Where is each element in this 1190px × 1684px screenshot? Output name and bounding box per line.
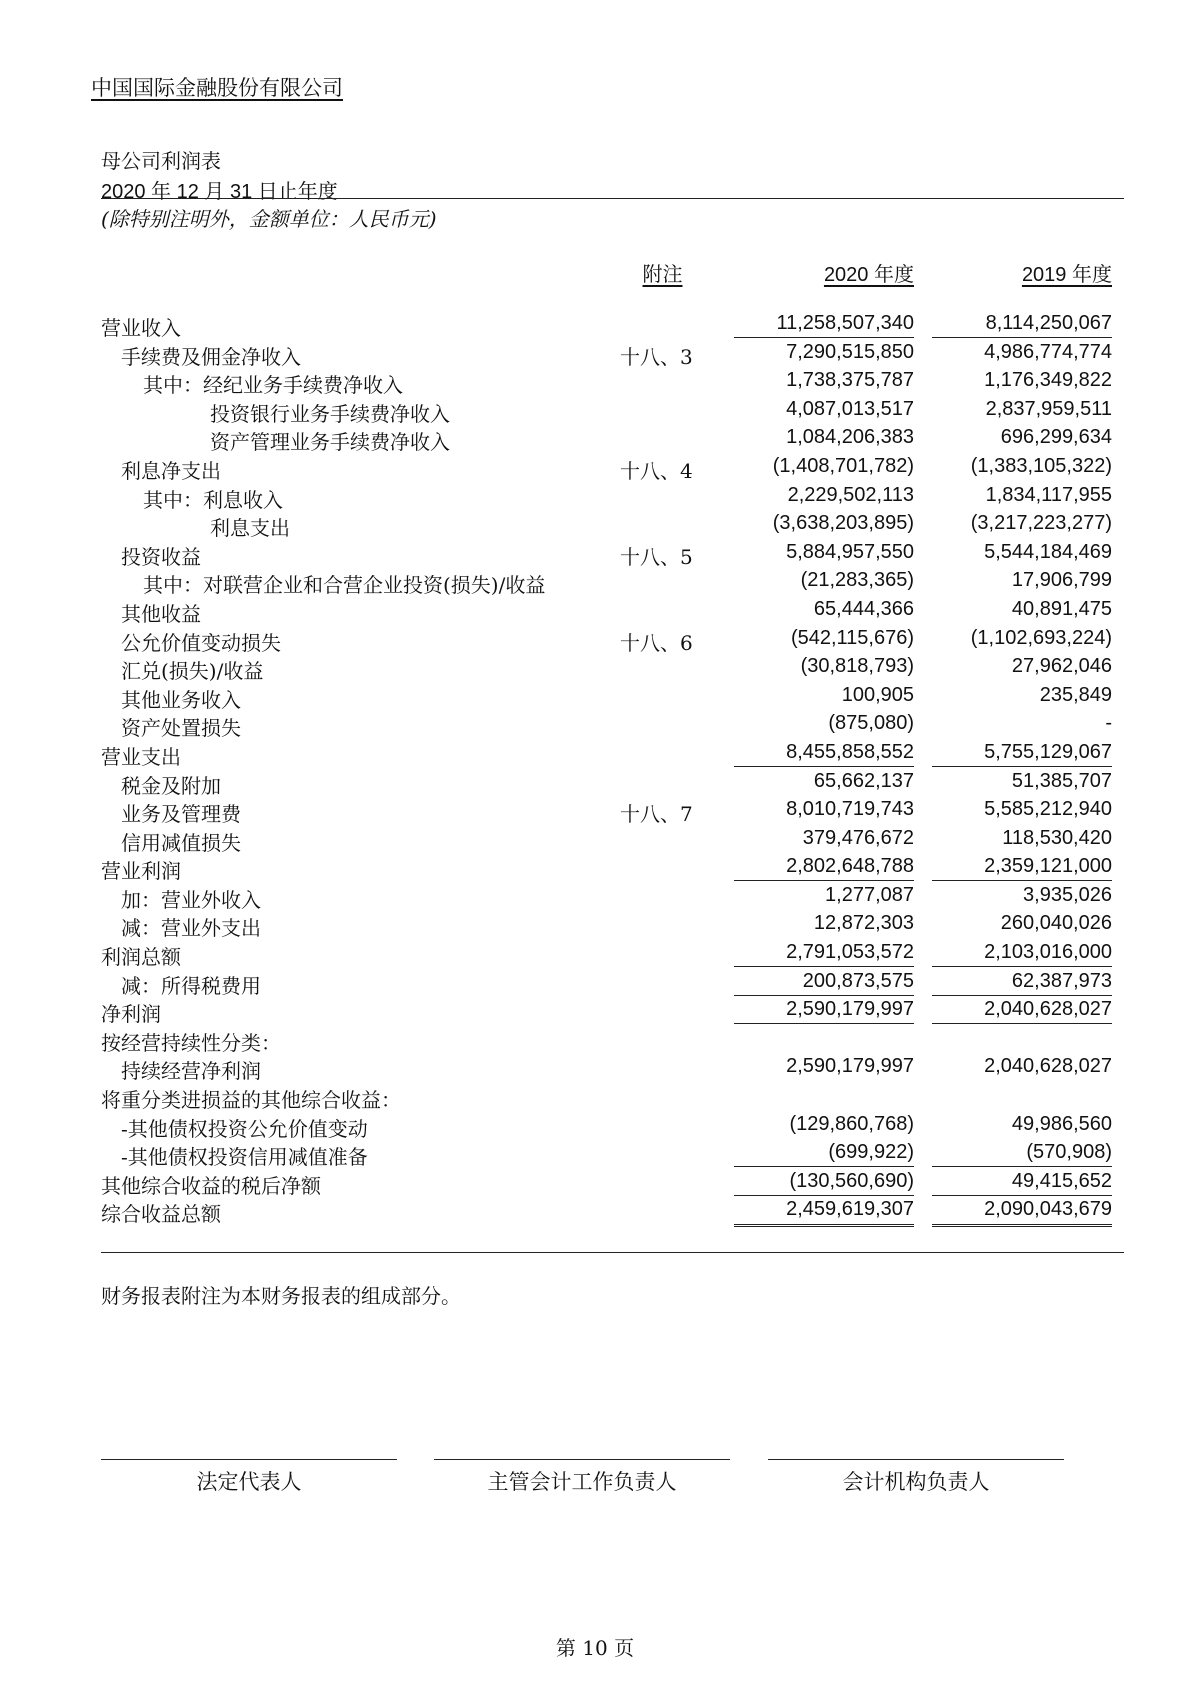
table-row	[0, 396, 1190, 425]
row-label: 减：所得税费用	[121, 973, 261, 998]
row-label: 税金及附加	[121, 773, 221, 798]
value-2019: 2,103,016,000	[932, 941, 1112, 967]
value-2019: 118,530,420	[1002, 826, 1112, 849]
row-label: -其他债权投资公允价值变动	[121, 1116, 368, 1141]
value-2019: 2,090,043,679	[932, 1198, 1112, 1227]
value-2019: 51,385,707	[1011, 769, 1112, 792]
signature-chief-accountant: 主管会计工作负责人	[434, 1459, 730, 1496]
table-row	[0, 424, 1190, 453]
row-label: 资产管理业务手续费净收入	[210, 430, 450, 455]
table-row	[0, 1082, 1190, 1111]
column-header-2019: 2019 年度	[1021, 264, 1112, 286]
row-label: 汇兑(损失)/收益	[121, 659, 264, 684]
value-2019: 1,176,349,822	[984, 369, 1112, 392]
row-label: 加：营业外收入	[121, 887, 261, 912]
table-bottom-divider	[101, 1252, 1124, 1253]
table-row	[0, 1025, 1190, 1054]
value-2019: 696,299,634	[1000, 426, 1112, 449]
row-label: 信用减值损失	[121, 830, 241, 855]
row-label: 净利润	[101, 1002, 161, 1027]
row-note: 十八、4	[620, 458, 693, 483]
row-label: 减：营业外支出	[121, 916, 261, 941]
value-2020: 8,455,858,552	[734, 741, 914, 767]
value-2020: 100,905	[841, 683, 914, 706]
value-2019: 2,040,628,027	[932, 998, 1112, 1024]
row-label: 营业收入	[101, 316, 181, 340]
row-label: 其他收益	[121, 601, 201, 626]
value-2020: 65,662,137	[813, 769, 914, 792]
row-label: 利息支出	[210, 516, 290, 541]
row-label: 其他业务收入	[121, 687, 241, 712]
row-label: 公允价值变动损失	[121, 630, 281, 655]
value-2020: 2,802,648,788	[734, 855, 914, 881]
table-row	[0, 367, 1190, 396]
value-2019: 2,040,628,027	[984, 1055, 1112, 1078]
value-2019: -	[1105, 712, 1112, 735]
value-2019: (1,383,105,322)	[970, 454, 1112, 477]
value-2020: (130,560,690)	[734, 1170, 914, 1196]
signature-legal-representative: 法定代表人	[101, 1459, 397, 1496]
value-2019: 5,585,212,940	[984, 798, 1112, 821]
row-label: 利润总额	[101, 945, 181, 970]
value-2020: 1,738,375,787	[786, 369, 914, 392]
row-label: 业务及管理费	[121, 802, 241, 827]
table-row	[0, 710, 1190, 739]
column-header-2020: 2020 年度	[823, 264, 914, 286]
table-row	[0, 1168, 1190, 1197]
table-row	[0, 1196, 1190, 1225]
value-2020: 1,277,087	[825, 883, 914, 906]
table-row	[0, 910, 1190, 939]
column-header-note: 附注	[642, 264, 683, 286]
row-label: 营业支出	[101, 744, 181, 769]
row-label: 持续经营净利润	[121, 1059, 261, 1084]
row-note: 十八、7	[620, 802, 693, 827]
row-label: 按经营持续性分类：	[101, 1030, 281, 1055]
header-divider	[101, 198, 1124, 199]
table-row	[0, 596, 1190, 625]
table-row	[0, 567, 1190, 596]
value-2020: (1,408,701,782)	[772, 454, 914, 477]
value-2020: 200,873,575	[734, 970, 914, 996]
row-note: 十八、5	[620, 544, 693, 569]
table-row	[0, 882, 1190, 911]
row-note: 十八、3	[620, 344, 693, 369]
table-row	[0, 796, 1190, 825]
value-2020: 2,791,053,572	[734, 941, 914, 967]
value-2020: (875,080)	[828, 712, 914, 735]
page-number: 第 10 页	[555, 1636, 635, 1660]
value-2020: (129,860,768)	[789, 1112, 914, 1135]
value-2019: 62,387,973	[932, 970, 1112, 996]
row-label: 其他综合收益的税后净额	[101, 1173, 321, 1198]
row-label: 综合收益总额	[101, 1202, 221, 1227]
value-2019: 2,837,959,511	[985, 397, 1112, 420]
value-2020: 379,476,672	[802, 826, 914, 849]
value-2019: 3,935,026	[1023, 883, 1112, 906]
table-row	[0, 968, 1190, 997]
table-row	[0, 996, 1190, 1025]
row-label: 利息净支出	[121, 458, 221, 483]
value-2019: (570,908)	[932, 1141, 1112, 1167]
value-2019: 17,906,799	[1011, 569, 1112, 592]
value-2020: 11,258,507,340	[734, 312, 914, 338]
value-2019: 40,891,475	[1011, 597, 1112, 620]
statement-period: 2020 年 12 月 31 日止年度	[101, 181, 338, 203]
value-2020: (699,922)	[734, 1141, 914, 1167]
row-label: 将重分类进损益的其他综合收益：	[101, 1088, 401, 1113]
table-row	[0, 939, 1190, 968]
table-row	[0, 1111, 1190, 1140]
table-row	[0, 853, 1190, 882]
value-2020: 2,229,502,113	[787, 483, 914, 506]
value-2019: 5,755,129,067	[932, 741, 1112, 767]
value-2020: 2,590,179,997	[734, 998, 914, 1024]
row-note: 十八、6	[620, 630, 693, 655]
row-label: 营业利润	[101, 859, 181, 884]
table-row	[0, 510, 1190, 539]
footnote: 财务报表附注为本财务报表的组成部分。	[101, 1284, 461, 1308]
value-2020: (542,115,676)	[790, 626, 914, 649]
table-row	[0, 825, 1190, 854]
value-2020: 4,087,013,517	[786, 397, 914, 420]
value-2020: 12,872,303	[813, 912, 914, 935]
value-2020: (30,818,793)	[800, 655, 914, 678]
table-row	[0, 653, 1190, 682]
value-2019: 5,544,184,469	[984, 540, 1112, 563]
value-2019: 4,986,774,774	[984, 340, 1112, 363]
table-row	[0, 453, 1190, 482]
table-row	[0, 539, 1190, 568]
row-label: 资产处置损失	[121, 716, 241, 741]
value-2019: (3,217,223,277)	[970, 512, 1112, 535]
value-2019: 49,415,652	[932, 1170, 1112, 1196]
table-row	[0, 768, 1190, 797]
row-label: 投资收益	[121, 544, 201, 569]
row-label: 其中：经纪业务手续费净收入	[143, 373, 403, 398]
row-label: 其中：对联营企业和合营企业投资(损失)/收益	[143, 573, 546, 598]
value-2019: 2,359,121,000	[932, 855, 1112, 881]
table-row	[0, 310, 1190, 339]
value-2019: 8,114,250,067	[932, 312, 1112, 338]
row-label: 其中：利息收入	[143, 487, 283, 512]
value-2019: 27,962,046	[1011, 655, 1112, 678]
value-2019: 260,040,026	[1000, 912, 1112, 935]
value-2020: 2,459,619,307	[734, 1198, 914, 1227]
unit-note: (除特别注明外，金额单位：人民币元)	[101, 207, 437, 231]
table-row	[0, 625, 1190, 654]
value-2019: (1,102,693,224)	[970, 626, 1112, 649]
value-2020: 65,444,366	[813, 597, 914, 620]
value-2020: 5,884,957,550	[786, 540, 914, 563]
table-row	[0, 339, 1190, 368]
value-2020: 2,590,179,997	[786, 1055, 914, 1078]
row-label: 投资银行业务手续费净收入	[210, 401, 450, 426]
value-2020: 1,084,206,383	[786, 426, 914, 449]
value-2020: (3,638,203,895)	[772, 512, 914, 535]
statement-title: 母公司利润表	[101, 149, 221, 173]
value-2019: 49,986,560	[1011, 1112, 1112, 1135]
value-2020: 7,290,515,850	[786, 340, 914, 363]
row-label: -其他债权投资信用减值准备	[121, 1145, 368, 1170]
signature-accounting-head: 会计机构负责人	[768, 1459, 1064, 1496]
row-label: 手续费及佣金净收入	[121, 344, 301, 369]
table-row	[0, 739, 1190, 768]
value-2020: 8,010,719,743	[786, 798, 914, 821]
value-2020: (21,283,365)	[800, 569, 914, 592]
income-statement-table	[0, 310, 1190, 1225]
table-row	[0, 1139, 1190, 1168]
table-row	[0, 1053, 1190, 1082]
value-2019: 235,849	[1039, 683, 1112, 706]
table-row	[0, 682, 1190, 711]
table-row	[0, 482, 1190, 511]
company-name: 中国国际金融股份有限公司	[91, 76, 343, 100]
value-2019: 1,834,117,955	[985, 483, 1112, 506]
